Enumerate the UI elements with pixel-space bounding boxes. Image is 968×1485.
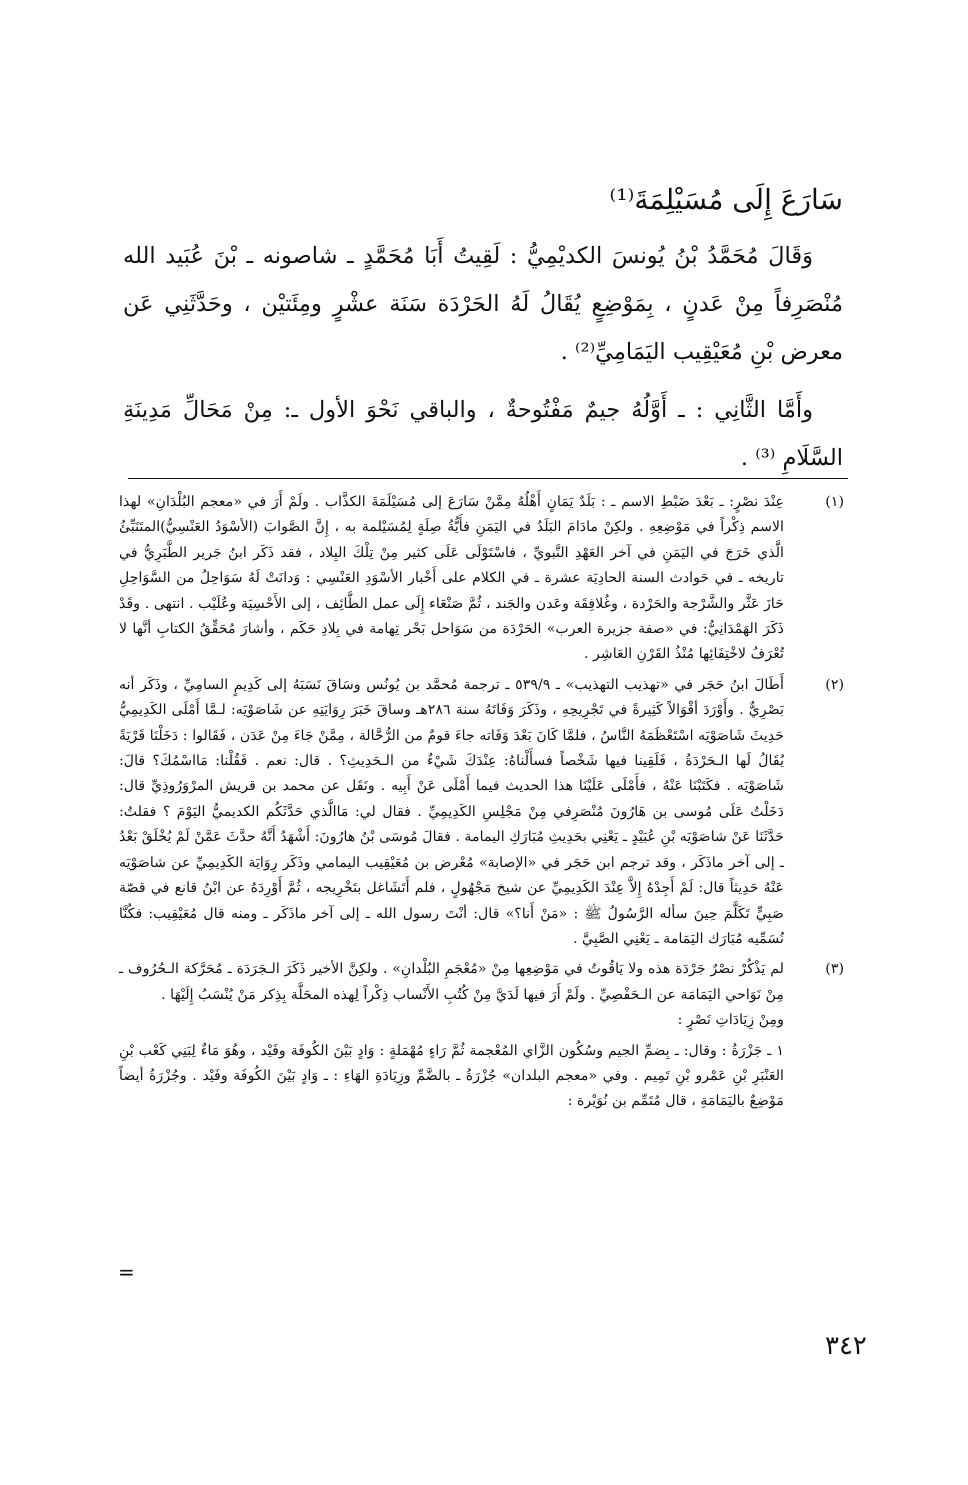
footnote-subheading: ومِنْ زِيَادَاتِ نَصْرٍ :: [677, 1012, 784, 1029]
footnote-2: [119, 673, 852, 952]
footnote-number: (٣): [825, 961, 844, 978]
main-paragraph-2: وأَمَّا الثَّانِي : ـ أَوَّلُهُ جيمٌ مَفْتُوحةٌ ، والباقي نَحْوَ الأول ـ: مِنْ مَحَالِّ مَدِينَةِ السَّلَامِ ⁽³⁾ .: [123, 397, 843, 471]
page-number: ٣٤٢: [825, 1331, 867, 1361]
footnote-text: عِنْدَ نصْرٍ: ـ بَعْدَ ضَبْطِ الاسم ـ : بَلَدٌ يَمَانٍ أَهْلُهُ مِمَّنْ سَارَعَ إلى مُسَيْلَمَةَ الكذَّاب . ولَمْ أَرَ في «معجم البُلْدَانِ» لهذا الاسم ذِكْراً في مَوْضِعِهِ . ولكِنْ مادَامَ البَلَدُ في اليَمَنِ فأَيُّةُ صِلَةٍ لِمُسَيْلمة به ، إِنَّ الصَّوابَ (الأسْوَدُ العَنْسِيُّ)المتَنَبِّئُ الَّذي خَرَجَ في اليَمَنِ في آخر العَهْدِ النَّبويِّ ، فاسْتَوْلَى عَلَى كثير مِنْ تِلْكَ البِلاد ، فقد ذَكَر ابنُ جَرير الطَّبَرِيُّ في تاريخه ـ في حَوادث السنة الحادِيَة عشرة ـ في الكلام على أَخْبار الأسْوَدِ العَنْسِي : وَدانَتْ لَهُ سَوَاحِلُ من السَّوَاحِلِ حَازَ عَثَّر والشَّرْجة والحَرْدة ، وغُلافِقَة وعَدن والجَند ، ثُمَّ صَنْعَاء إِلَى عمل الطَّائِف ، إلى الأَحْسِيَة وعُلَيْب . انتهى . وقَدْ ذَكَرَ الهَمْدَانِيُّ: في «صفة جزيرة العرب» الحَرْدَة من سَوَاحل بَحْر تِهامة في بِلادِ حَكَم ، وأشارَ مُحَقِّقُ الكتابِ أنَّها لا تُعْرَفُ لاخْتِفَائِها مُنْذُ القَرْنِ العَاشِر .: [119, 494, 784, 663]
footnote-text: أَطَالَ ابنُ حَجَر في «تهذيب التهذيب» ـ ٥٣٩/٩ ـ ترجمة مُحمَّد بن يُونُس وسَاقَ نَسَبَهُ إلى كَدِيمٍ السامِيِّ ، وذَكَر أنه بَصْرِيٌّ . وأَوْرَدَ أقْوَالاً كَثِيرةً في تَجْرِيحِهِ ، وذَكَرَ وَفَاتَهُ سنة ٢٨٦هـ وساقَ خَبَرَ رِوَايَتِهِ عن شَاصَوْيَه: لـمَّا أَمْلَى الكَدِيمِيُّ حَدِيثَ شَاصَوْيَه اسْتَعْظَمَهُ النَّاسُ ، فلمَّا كَانَ بَعْدَ وَفَاته جاءَ قومٌ من الرُّحَّالة ، مِمَّنْ جَاءَ مِنْ عَدَن ، فَقَالوا : دَخَلْنَا قَرْيَةً يُقَالُ لَها الـحَرْدَةُ ، فَلَقِينا فيها شَخْصاً فسأَلْناهُ: عِنْدَكَ شَيْءٌ من الـحَدِيثِ؟ . قال: نعم . فَقُلْنا: مَااسْمُكَ؟ قالَ: شَاصَوْيَه . فكَتَبْنَا عَنْهُ ، فأَمْلَى عَلَيْنَا هذا الحديث فيما أَمْلَى عَنْ أَبِيه . ونَقَل عن محمد بن قريش المرْوَرُوذِيِّ قال: دَخَلْتُ عَلَى مُوسى بن هَارُونَ مُنْصَرِفي مِنْ مَجْلِسِ الكَدِيمِيِّ . فقال لي: مَاالَّذي حَدَّثَكُم الكديميُّ اليَوْمَ ؟ فقلتُ: حَدَّثَنَا عَنْ شاصَوْيَه بْنِ عُبَيْدٍ ـ يَعْنِي بحَدِيثِ مُبَارَكِ اليمامة . فقالَ مُوسَى بْنُ هارُونَ: أَشْهَدُ أَنَّهُ حدَّثَ عَمَّنْ لَمْ يُخْلَقْ بَعْدُ ـ إلى آخر ماذَكَر ، وقد ترجم ابن حَجَر في «الإصابة» مُعْرض بن مُعَيْقِيب اليمامي وذَكَر رِوَايَة الكَدِيمِيِّ عن شاصَوْيَه عَنْهُ حَدِيثاً قال: لَمْ أَجِدْهُ إِلاَّ عِنْدَ الكَدِيمِيِّ عن شيخ مَجْهُولٍ ، فلم أَتَشَاغل بتَخْرِيجه ، ثُمَّ أَوْرِدَهُ عن ابْنُ قانع في قصّة صَبِيٍّ تَكَلَّمَ حِينَ سأله الرَّسُولُ ﷺ : «مَنْ أَنا؟» قال: أنْتَ رسول الله ـ إلى آخر ماذَكَر ـ ومنه قال مُعَيْقِيب: فكُنَّا نُسَمِّيه مُبَارَك اليَمَامة ـ يَعْنِي الصَّبِيَّ .: [119, 676, 784, 947]
footnote-3: [119, 957, 852, 1033]
main-paragraph-1: وَقَالَ مُحَمَّدُ بْنُ يُونسَ الكديْمِيُّ : لَقِيتُ أَبَا مُحَمَّدٍ ـ شاصونه ـ بْنَ عُبَيد الله مُنْصَرِفاً مِنْ عَدنٍ ، بِمَوْضِعٍ يُقَالُ لَهُ الحَرْدَة سَنَة عشْرٍ ومِئَتيْن ، وحَدَّثَنِي عَن معرض بْنِ مُعَيْقِيب اليَمَامِيِّ⁽²⁾ .: [123, 243, 843, 365]
footnote-number: (٢): [825, 676, 844, 693]
footnote-text: لم يَذْكُرْ نصْرٌ جَرْدَة هذه ولا يَاقُوتُ في مَوْضِعِها مِنْ «مُعْجَمِ البُلْدانِ» . ولكِنَّ الأخير ذَكَرَ الـجَرَدَة ـ مُحَرَّكة الـحُرُوف ـ مِنْ نَوَاحي اليَمَامَة عن الـحَفْصِيِّ . ولَمْ أَرَ فيها لَدَيَّ مِنْ كُتُبِ الأَنْساب ذِكْراً لِهذه المحَلَّة بِذِكر مَنْ يُنْسَبُ إِلَيْهَا .: [119, 961, 784, 1003]
section-heading: سَارَعَ إِلَى مُسَيْلِمَةَ⁽¹⁾: [609, 183, 843, 216]
footnote-text: ١ ـ جَزْرَةُ : وقال: ـ بِضمِّ الجيم وسُكُون الزَّاي المُعْجمة ثُمَّ رَاءٍ مُهْمَلةٍ : وَادٍ بَيْنَ الكُوفَة وفَيْد ، وهُوَ مَاءٌ لِبَنِي كَعْب بْنِ العَنْبَرِ بْنِ عَمْرو بْنِ تَمِيم . وفي «معجم البلدان» جُزْرَةُ ـ بالضَّمِّ وزِيَادَةِ الهَاءِ : ـ وَادٍ بَيْنَ الكُوفَة وفَيْد . وجُزْرَةُ أيضاً مَوْضِعٌ باليَمَامَةِ ، قال مُتَمِّم بن نُوَيْرة :: [119, 1042, 784, 1110]
footnote-1: [119, 490, 852, 668]
footnotes: [119, 490, 852, 1120]
footnote-separator: [128, 478, 848, 479]
continuation-mark: =: [118, 1260, 135, 1284]
footnote-number: (١): [825, 494, 844, 510]
main-text: [123, 232, 843, 492]
footnote-entry: [119, 1039, 852, 1115]
